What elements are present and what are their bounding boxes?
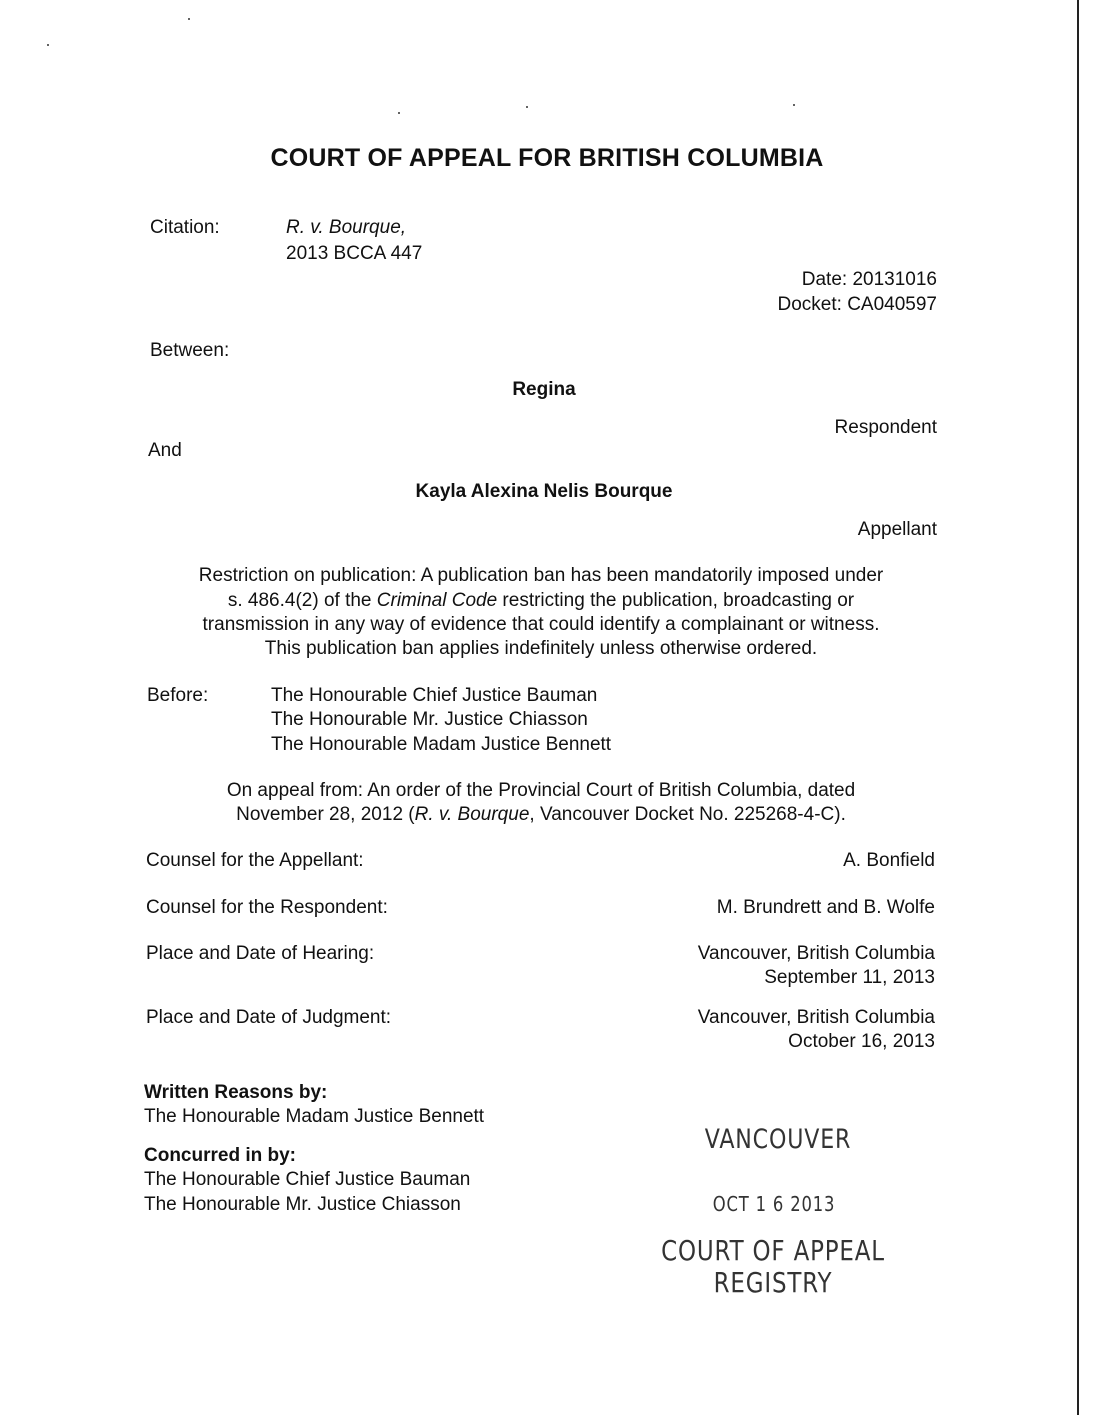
concurred-judge: The Honourable Mr. Justice Chiasson: [144, 1194, 461, 1215]
judgment-date: Date: 20131016: [801, 269, 937, 290]
detail-label: Place and Date of Hearing:: [146, 943, 375, 964]
citation-case-name: R. v. Bourque,: [286, 217, 407, 238]
docket-number: Docket: CA040597: [777, 294, 937, 315]
scan-edge-line: [1077, 0, 1079, 1415]
reasons-judge: The Honourable Madam Justice Bennett: [144, 1106, 485, 1127]
detail-value: M. Brundrett and B. Wolfe: [716, 897, 935, 918]
citation-neutral: 2013 BCCA 447: [286, 243, 423, 264]
stamp-city: VANCOUVER: [704, 1124, 852, 1155]
restriction-line-3: transmission in any way of evidence that could identify a complainant or witness.: [202, 614, 880, 635]
stamp-registry: REGISTRY: [713, 1266, 833, 1299]
appeal-line-2: [0, 803, 1082, 827]
before-judge: The Honourable Mr. Justice Chiasson: [271, 709, 588, 730]
detail-value-2: September 11, 2013: [764, 967, 935, 988]
detail-value: Vancouver, British Columbia: [697, 943, 935, 964]
between-label: Between:: [150, 340, 230, 361]
appeal-line-2-post: , Vancouver Docket No. 225268-4-C).: [529, 804, 846, 825]
and-label: And: [148, 440, 182, 461]
before-judge: The Honourable Chief Justice Bauman: [271, 685, 598, 706]
detail-label: Counsel for the Appellant:: [146, 850, 364, 871]
party-respondent-role: Respondent: [834, 417, 937, 438]
party-respondent-name: Regina: [512, 379, 576, 400]
before-label: Before:: [147, 685, 209, 706]
restriction-line-2-pre: s. 486.4(2) of the: [227, 590, 377, 611]
stamp-court: COURT OF APPEAL: [661, 1234, 885, 1267]
restriction-line-1: Restriction on publication: A publication ban has been mandatorily imposed under: [198, 565, 884, 586]
scan-speck: [398, 112, 400, 114]
appeal-line-1: On appeal from: An order of the Provincial Court of British Columbia, dated: [226, 780, 856, 801]
restriction-line-2-post: restricting the publication, broadcasting or: [497, 590, 855, 611]
detail-label: Place and Date of Judgment:: [146, 1007, 392, 1028]
scan-speck: [793, 104, 795, 106]
party-appellant-role: Appellant: [857, 519, 937, 540]
concurred-judge: The Honourable Chief Justice Bauman: [144, 1169, 471, 1190]
party-appellant-name: Kayla Alexina Nelis Bourque: [415, 481, 673, 502]
citation-label: Citation:: [150, 217, 220, 238]
scan-speck: [526, 106, 528, 108]
restriction-criminal-code: Criminal Code: [376, 590, 498, 611]
scan-speck: [188, 18, 190, 20]
scan-speck: [47, 44, 49, 46]
restriction-line-4: This publication ban applies indefinitely unless otherwise ordered.: [264, 638, 818, 659]
detail-value-2: October 16, 2013: [788, 1031, 935, 1052]
before-judge: The Honourable Madam Justice Bennett: [271, 734, 612, 755]
detail-value: Vancouver, British Columbia: [697, 1007, 935, 1028]
stamp-date: OCT 1 6 2013: [712, 1192, 836, 1216]
document-title: COURT OF APPEAL FOR BRITISH COLUMBIA: [270, 144, 824, 172]
concurred-label: Concurred in by:: [144, 1145, 297, 1166]
appeal-line-2-pre: November 28, 2012 (: [236, 804, 415, 825]
detail-value: A. Bonfield: [843, 850, 935, 871]
detail-label: Counsel for the Respondent:: [146, 897, 388, 918]
appeal-case-name: R. v. Bourque: [414, 804, 530, 825]
restriction-line-2: [0, 589, 1082, 613]
reasons-label: Written Reasons by:: [144, 1082, 328, 1103]
